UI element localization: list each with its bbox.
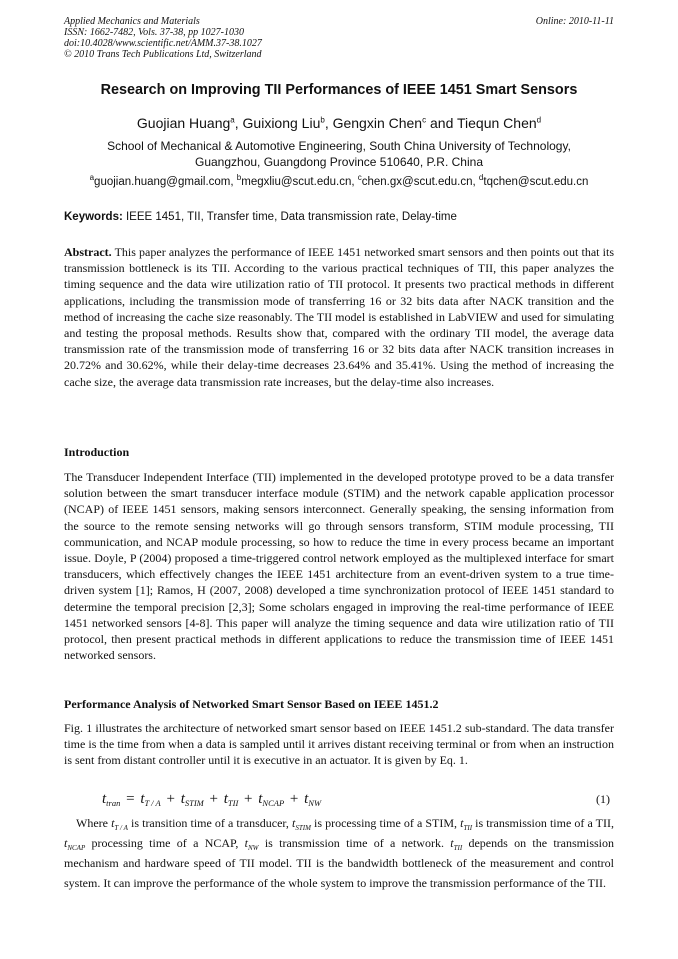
header-publication-info [64, 16, 614, 60]
online-date: Online: 2010-11-11 [535, 16, 614, 27]
eq-term-symbol: t [223, 791, 228, 807]
equation-number: (1) [596, 792, 610, 806]
email-superscript: a [89, 173, 95, 183]
eq-plus-sign: + [244, 791, 253, 807]
affiliation [64, 138, 614, 170]
email-address[interactable]: tqchen@scut.edu.cn [483, 176, 589, 188]
equation-body [102, 789, 321, 809]
var-t-nw [245, 836, 259, 850]
where-text: is processing time of a STIM, [310, 816, 461, 830]
affiliation-line: School of Mechanical & Automotive Engineering, South China University of Technology, [107, 139, 571, 153]
doi-line: doi:10.4028/www.scientific.net/AMM.37-38.1027 [64, 38, 262, 49]
issn-line: ISSN: 1662-7482, Vols. 37-38, pp 1027-1030 [64, 27, 244, 38]
eq-term-symbol: t [304, 791, 309, 807]
email-superscript: d [478, 173, 484, 183]
where-section [64, 813, 614, 893]
eq-plus-sign: + [166, 791, 175, 807]
email-superscript: b [236, 173, 242, 183]
author-name: Gengxin Chen [332, 115, 423, 131]
author-list [64, 114, 614, 132]
keywords [64, 210, 614, 225]
author-name: Guojian Huang [136, 115, 231, 131]
var-symbol: t [111, 816, 115, 830]
var-symbol: t [244, 836, 249, 850]
performance-paragraph: Fig. 1 illustrates the architecture of networked smart sensor based on IEEE 1451.2 sub-standard. The data transfer time is the time from when a data is sampled until it arrives distant receiving terminal or from when an instruction is sent from distant controller until it is executive in an actuator. It is given by Eq. 1. [64, 721, 614, 768]
eq-term-symbol: t [140, 791, 145, 807]
eq-equals-sign: = [126, 791, 135, 807]
where-paragraph [64, 813, 614, 893]
journal-name: Applied Mechanics and Materials [64, 16, 200, 27]
eq-term-symbol: t [180, 791, 185, 807]
paper-title: Research on Improving TII Performances of IEEE 1451 Smart Sensors [100, 82, 578, 98]
var-symbol: t [64, 836, 68, 850]
eq-term-subscript: TII [227, 798, 239, 808]
performance-heading: Performance Analysis of Networked Smart Sensor Based on IEEE 1451.2 [64, 697, 439, 711]
affiliation-line: Guangzhou, Guangdong Province 510640, P.R. China [195, 155, 483, 169]
var-subscript: TII [463, 824, 473, 832]
equation-1 [64, 789, 614, 813]
eq-term-subscript: NW [308, 798, 322, 808]
var-subscript: T / A [114, 824, 128, 832]
var-t-ncap [64, 836, 85, 850]
eq-term-symbol: t [258, 791, 263, 807]
email-superscript: c [357, 173, 362, 183]
author-name: Tiequn Chen [457, 115, 537, 131]
abstract-section [64, 244, 614, 390]
var-subscript: NW [248, 844, 259, 852]
copyright-line: © 2010 Trans Tech Publications Ltd, Switzerland [64, 49, 262, 60]
author-name: Guixiong Liu [242, 115, 321, 131]
author-superscript: b [320, 115, 325, 125]
keywords-label: Keywords: [64, 211, 123, 223]
email-address[interactable]: megxliu@scut.edu.cn [241, 176, 352, 188]
eq-term-subscript: NCAP [262, 798, 285, 808]
var-symbol: t [292, 816, 296, 830]
var-subscript: TII [453, 844, 463, 852]
var-subscript: NCAP [67, 844, 86, 852]
where-text: processing time of a NCAP, [85, 836, 245, 850]
introduction-paragraph: The Transducer Independent Interface (TII) implemented in the developed prototype proved to be a data transfer solution between the smart transducer interface module (STIM) and the network capable application processor (NCAP) of IEEE 1451 sensors, making sensors interconnect. Generally speaking, the sensing information from the source to the remote sensing networks will go through sensors transform, STIM module processing, TII communication, and NCAP module processing, so how to reduce the time in every process became an important issue. Doyle, P (2004) proposed a time-triggered control network employed as the multiplexed interface for smart transducers, which effectively changes the IEEE 1451 architecture from an event-driven system to a true time-driven system [1]; Ramos, H (2007, 2008) developed a time synchronization protocol of IEEE 1451 standard to determine the temporal precision [2,3]; Some scholars engaged in improving the real-time performance of IEEE 1451 networked sensors [4-8]. This paper will analyze the timing sequence and data wire utilization ratio of TII protocol, then present practical methods in different applications to reduce the transmission time of IEEE 1451 networked sensors. [64, 470, 614, 663]
where-text: Where [76, 816, 112, 830]
abstract-paragraph [64, 244, 614, 390]
where-text: is transmission time of a TII, [472, 816, 614, 830]
var-t-tii [450, 836, 462, 850]
email-address[interactable]: guojian.huang@gmail.com [94, 176, 231, 188]
eq-term-subscript: T / A [144, 798, 161, 808]
var-t-transducer [111, 816, 128, 830]
email-list: $^a$guojian.huang@gmail.com, $^b$megxliu@scut.edu.cn, $^c$chen.gx@scut.edu.cn, $^d$tqchen@scut.edu.cn [89, 173, 589, 188]
var-t-tii [460, 816, 472, 830]
eq-lhs-subscript: tran [106, 798, 121, 808]
introduction-section [64, 444, 614, 663]
author-superscript: c [422, 115, 427, 125]
var-t-stim [292, 816, 311, 830]
introduction-heading: Introduction [64, 445, 130, 459]
eq-plus-sign: + [289, 791, 299, 807]
var-symbol: t [450, 836, 454, 850]
author-superscript: a [230, 115, 235, 125]
var-subscript: STIM [295, 824, 311, 832]
author-separator: , [234, 115, 243, 131]
running-header [64, 16, 614, 60]
eq-lhs-symbol: t [102, 791, 107, 807]
eq-term-subscript: STIM [184, 798, 204, 808]
where-text: depends on the transmission mechanism and hardware speed of TII model. TII is the bandwidth bottleneck of the measurement and control system. It can improve the performance of the whole system to improve the transmission performance of the TII. [64, 836, 614, 890]
author-superscript: d [536, 115, 542, 125]
where-text: is transmission time of a network. [258, 836, 451, 850]
performance-section [64, 696, 614, 769]
abstract-text: This paper analyzes the performance of IEEE 1451 networked smart sensors and then points out that its transmission bottleneck is its TII. According to the various practical techniques of TII, this paper analyzes the timing sequence and the data wire utilization ratio of TII protocol. It presents two practical methods in different applications, including the transmission mode of transferring 16 or 32 bits data after NACK transition and the method of increasing the cache size reasonably. The TII model is established in LabVIEW and used for simulating and testing the proposal methods. Results show that, compared with the ordinary TII model, the average data transmission rate of the transmission mode of transferring 16 or 32 bits data after NACK transition increases in 20.72% and 30.62%, while their delay-time decreases 23.64% and 35.41%. Using the method of increasing the cache size, the average data transmission rate increases, but the delay-time also increases. [64, 245, 614, 389]
email-address[interactable]: chen.gx@scut.edu.cn [361, 176, 473, 188]
eq-plus-sign: + [209, 791, 218, 807]
where-text: is transition time of a transducer, [127, 816, 292, 830]
abstract-label: Abstract. [64, 245, 112, 259]
keywords-text: IEEE 1451, TII, Transfer time, Data transmission rate, Delay-time [122, 211, 457, 223]
author-separator: and [426, 115, 457, 131]
author-separator: , [324, 115, 333, 131]
var-symbol: t [460, 816, 464, 830]
